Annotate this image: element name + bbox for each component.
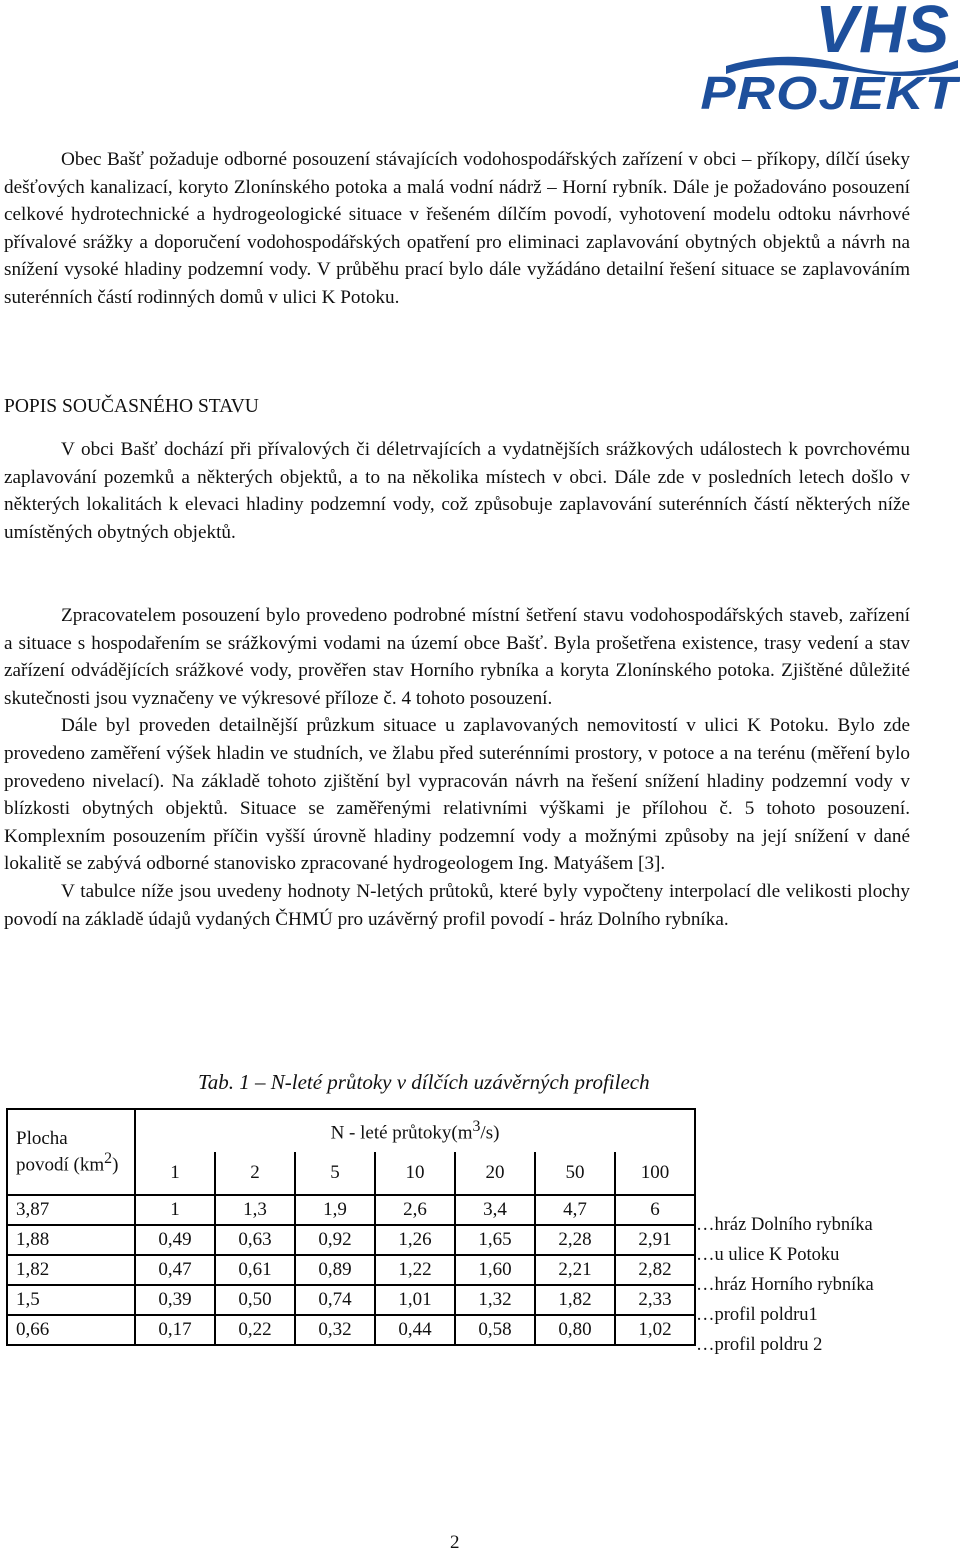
- area-cell: 3,87: [7, 1195, 135, 1225]
- table-row: [7, 1315, 695, 1345]
- area-header-end: ): [112, 1154, 119, 1176]
- flow-cell: 3,4: [455, 1195, 535, 1225]
- flow-cell: 1,02: [615, 1315, 695, 1345]
- area-cell: 1,5: [7, 1285, 135, 1315]
- flow-cell: 0,80: [535, 1315, 615, 1345]
- n-header-cell: 100: [615, 1152, 695, 1195]
- area-cell: 0,66: [7, 1315, 135, 1345]
- flow-cell: 1,60: [455, 1255, 535, 1285]
- flow-table-wrapper: [6, 1108, 696, 1346]
- area-header-line2: [16, 1150, 134, 1176]
- flow-cell: 0,44: [375, 1315, 455, 1345]
- flow-cell: 0,89: [295, 1255, 375, 1285]
- flow-cell: 0,47: [135, 1255, 215, 1285]
- flow-cell: 1,22: [375, 1255, 455, 1285]
- flow-cell: 1,3: [215, 1195, 295, 1225]
- flow-cell: 4,7: [535, 1195, 615, 1225]
- flow-cell: 2,91: [615, 1225, 695, 1255]
- row-notes: [696, 1210, 874, 1360]
- flow-cell: 1,01: [375, 1285, 455, 1315]
- area-header-sup: 2: [104, 1149, 113, 1167]
- n-header-cell: 50: [535, 1152, 615, 1195]
- flow-cell: 0,50: [215, 1285, 295, 1315]
- flow-cell: 0,39: [135, 1285, 215, 1315]
- flow-cell: 0,22: [215, 1315, 295, 1345]
- flow-cell: 0,61: [215, 1255, 295, 1285]
- area-header-text: povodí (km: [16, 1154, 105, 1176]
- flow-cell: 1,32: [455, 1285, 535, 1315]
- flow-cell: 1,9: [295, 1195, 375, 1225]
- page-number: 2: [450, 1532, 460, 1553]
- flow-cell: 1,65: [455, 1225, 535, 1255]
- intro-paragraph-block: [4, 146, 910, 312]
- row-note: …u ulice K Potoku: [696, 1245, 840, 1265]
- row-note: …hráz Horního rybníka: [696, 1275, 874, 1295]
- flow-cell: 0,49: [135, 1225, 215, 1255]
- row-note: …profil poldru1: [696, 1305, 818, 1325]
- flow-cell: 1: [135, 1195, 215, 1225]
- n-header-cell: 5: [295, 1152, 375, 1195]
- flow-group-sup: 3: [472, 1117, 481, 1135]
- logo-line-1: VHS: [815, 0, 950, 67]
- flow-cell: 0,17: [135, 1315, 215, 1345]
- table-body: [7, 1195, 695, 1345]
- n-header-cell: 10: [375, 1152, 455, 1195]
- area-cell: 1,88: [7, 1225, 135, 1255]
- row-note: …profil poldru 2: [696, 1335, 823, 1355]
- stav-paragraph: V obci Bašť dochází při přívalových či déletrvajících a vydatnějších srážkových událostech k povrchovému zaplavování pozemků a některých objektů, a to na několika místech v obci. Dále zde v posledních letech došlo v některých lokalitách k elevaci hladiny podzemní vody, což způsobuje zaplavování suterénních částí některých níže umístěných obytných objektů.: [4, 439, 910, 543]
- survey-paragraph-block: [4, 602, 910, 933]
- n-header-cell: 2: [215, 1152, 295, 1195]
- flow-cell: 0,63: [215, 1225, 295, 1255]
- flow-cell: 0,74: [295, 1285, 375, 1315]
- stav-paragraph-block: [4, 436, 910, 546]
- detail-paragraph: Dále byl proveden detailnější průzkum situace u zaplavovaných nemovitostí v ulici K Potoku. Bylo zde provedeno zaměření výšek hladin ve studních, ve žlabu před suterénními prostory, v potoce a na terénu (měření bylo provedeno nivelací). Na základě tohoto zjištění byl vypracován návrh na řešení snížení hladiny podzemní vody v blízkosti obytných objektů. Situace se zaměřenými relativními výškami je přílohou č. 5 tohoto posouzení. Komplexním posouzením příčin vyšší úrovně hladiny podzemní vody a možnými způsoby na její snížení v dané lokalitě se zabývá odborné stanovisko zpracované hydrogeologem Ing. Matyášem [3].: [4, 715, 910, 875]
- flow-group-label: N - leté průtoky(m: [330, 1122, 473, 1144]
- table-row: [7, 1285, 695, 1315]
- survey-paragraph: Zpracovatelem posouzení bylo provedeno podrobné místní šetření stavu vodohospodářských staveb, zařízení a situace s hospodařením se srážkovými vodami na území obce Bašť. Byla prošetřena existence, trasy vedení a stav zařízení odvádějících srážkové vody, prověřen stav Horního rybníka a koryta Zlonínského potoka. Zjištěné důležité skutečnosti jsou vyznačeny ve výkresové příloze č. 4 tohoto posouzení.: [4, 605, 910, 709]
- flow-cell: 0,58: [455, 1315, 535, 1345]
- n-header-cell: 20: [455, 1152, 535, 1195]
- flow-cell: 2,6: [375, 1195, 455, 1225]
- flow-group-end: /s): [480, 1122, 500, 1144]
- section-heading: POPIS SOUČASNÉHO STAVU: [4, 396, 259, 417]
- flow-cell: 1,82: [535, 1285, 615, 1315]
- area-header: [7, 1109, 135, 1195]
- flow-cell: 1,26: [375, 1225, 455, 1255]
- flow-cell: 2,21: [535, 1255, 615, 1285]
- table-row: [7, 1225, 695, 1255]
- row-note: …hráz Dolního rybníka: [696, 1215, 873, 1235]
- n-header-cell: 1: [135, 1152, 215, 1195]
- table-row: [7, 1255, 695, 1285]
- flow-cell: 0,32: [295, 1315, 375, 1345]
- flow-cell: 2,82: [615, 1255, 695, 1285]
- table-row: [7, 1195, 695, 1225]
- area-header-line1: Plocha: [16, 1127, 68, 1149]
- intro-paragraph: Obec Bašť požaduje odborné posouzení stávajících vodohospodářských zařízení v obci – příkopy, dílčí úseky dešťových kanalizací, koryto Zlonínského potoka a malá vodní nádrž – Horní rybník. Dále je požadováno posouzení celkové hydrotechnické a hydrogeologické situace v řešeném dílčím povodí, vyhotovení modelu odtoku návrhové přívalové srážky a doporučení vodohospodářských opatření pro eliminaci zaplavování obytných objektů a návrh na snížení vysoké hladiny podzemní vody. V průběhu prací bylo dále vyžádáno detailní řešení situace se zaplavováním suterénních částí rodinných domů v ulici K Potoku.: [4, 149, 910, 308]
- flow-cell: 2,33: [615, 1285, 695, 1315]
- flow-group-header: [135, 1109, 695, 1152]
- table-intro-paragraph: V tabulce níže jsou uvedeny hodnoty N-letých průtoků, které byly vypočteny interpolací dle velikosti plochy povodí na základě údajů vydaných ČHMÚ pro uzávěrný profil povodí - hráz Dolního rybníka.: [4, 880, 910, 930]
- area-cell: 1,82: [7, 1255, 135, 1285]
- flow-cell: 6: [615, 1195, 695, 1225]
- flow-table: [6, 1108, 696, 1346]
- flow-cell: 2,28: [535, 1225, 615, 1255]
- logo-line-2: PROJEKT: [700, 67, 958, 119]
- table-caption: Tab. 1 – N-leté průtoky v dílčích uzávěrných profilech: [198, 1070, 650, 1094]
- vhs-projekt-logo: [700, 0, 958, 120]
- flow-cell: 0,92: [295, 1225, 375, 1255]
